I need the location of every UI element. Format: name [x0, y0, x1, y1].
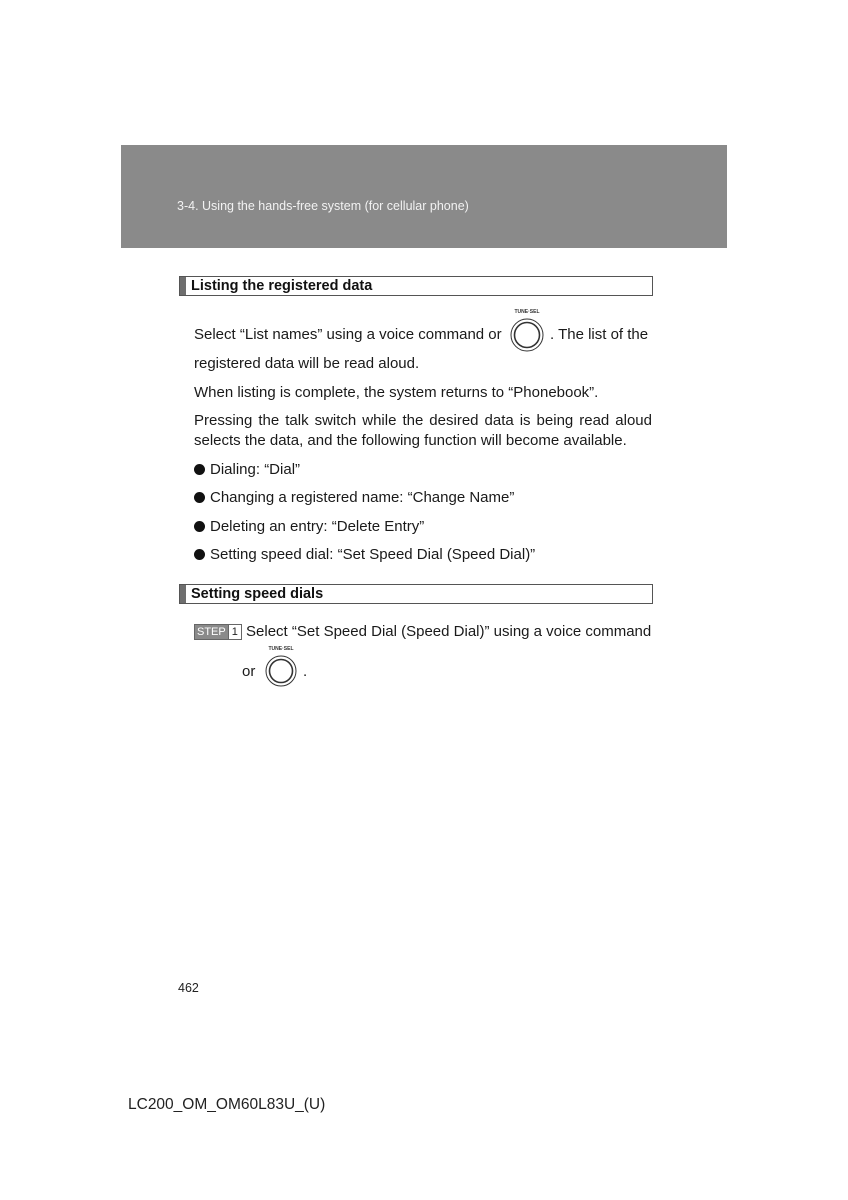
tune-sel-knob-icon	[510, 309, 544, 352]
section-title: Listing the registered data	[191, 278, 373, 294]
bullet-icon	[194, 521, 205, 532]
paragraph-talk-switch: Pressing the talk switch while the desired data is being read aloud selects the data, and the following function will become available.	[194, 412, 652, 449]
text-line: . The list of the	[550, 326, 649, 343]
knob-label: TUNE·SEL	[514, 309, 540, 315]
section-title: Setting speed dials	[191, 586, 324, 602]
list-item-text: Deleting an entry: “Delete Entry”	[210, 518, 425, 535]
section-heading-listing	[179, 276, 653, 296]
heading-accent-bar	[180, 277, 186, 295]
step-number: 1	[228, 625, 241, 639]
page-number: 462	[178, 981, 199, 995]
text-line: Select “List names” using a voice command or	[194, 326, 502, 343]
step-end-punctuation: .	[303, 663, 308, 680]
text-line: registered data will be read aloud.	[194, 355, 420, 372]
section-heading-speed-dials	[179, 584, 653, 604]
step-1-instruction	[194, 622, 664, 642]
list-item	[194, 460, 652, 480]
tune-sel-knob-icon	[265, 646, 297, 687]
step-badge	[194, 624, 242, 640]
knob-label: TUNE·SEL	[268, 646, 294, 652]
list-item-text: Setting speed dial: “Set Speed Dial (Speed Dial)”	[210, 546, 536, 563]
list-item	[194, 545, 652, 565]
step-text: Select “Set Speed Dial (Speed Dial)” using a voice command	[246, 623, 652, 640]
paragraph-read-aloud	[194, 354, 652, 374]
section-breadcrumb: 3-4. Using the hands-free system (for cellular phone)	[177, 199, 469, 213]
heading-accent-bar	[180, 585, 186, 603]
bullet-icon	[194, 464, 205, 475]
list-item	[194, 517, 652, 537]
list-item-text: Dialing: “Dial”	[210, 461, 301, 478]
bullet-icon	[194, 549, 205, 560]
paragraph-listing-complete: When listing is complete, the system returns to “Phonebook”.	[194, 384, 599, 401]
step-label: STEP	[197, 626, 226, 638]
paragraph-select-list-end	[550, 325, 660, 345]
document-code: LC200_OM_OM60L83U_(U)	[128, 1096, 326, 1113]
bullet-icon	[194, 492, 205, 503]
header-band	[121, 145, 727, 248]
list-item-text: Changing a registered name: “Change Name”	[210, 489, 515, 506]
list-item	[194, 488, 652, 508]
step-or-text: or	[242, 663, 256, 680]
